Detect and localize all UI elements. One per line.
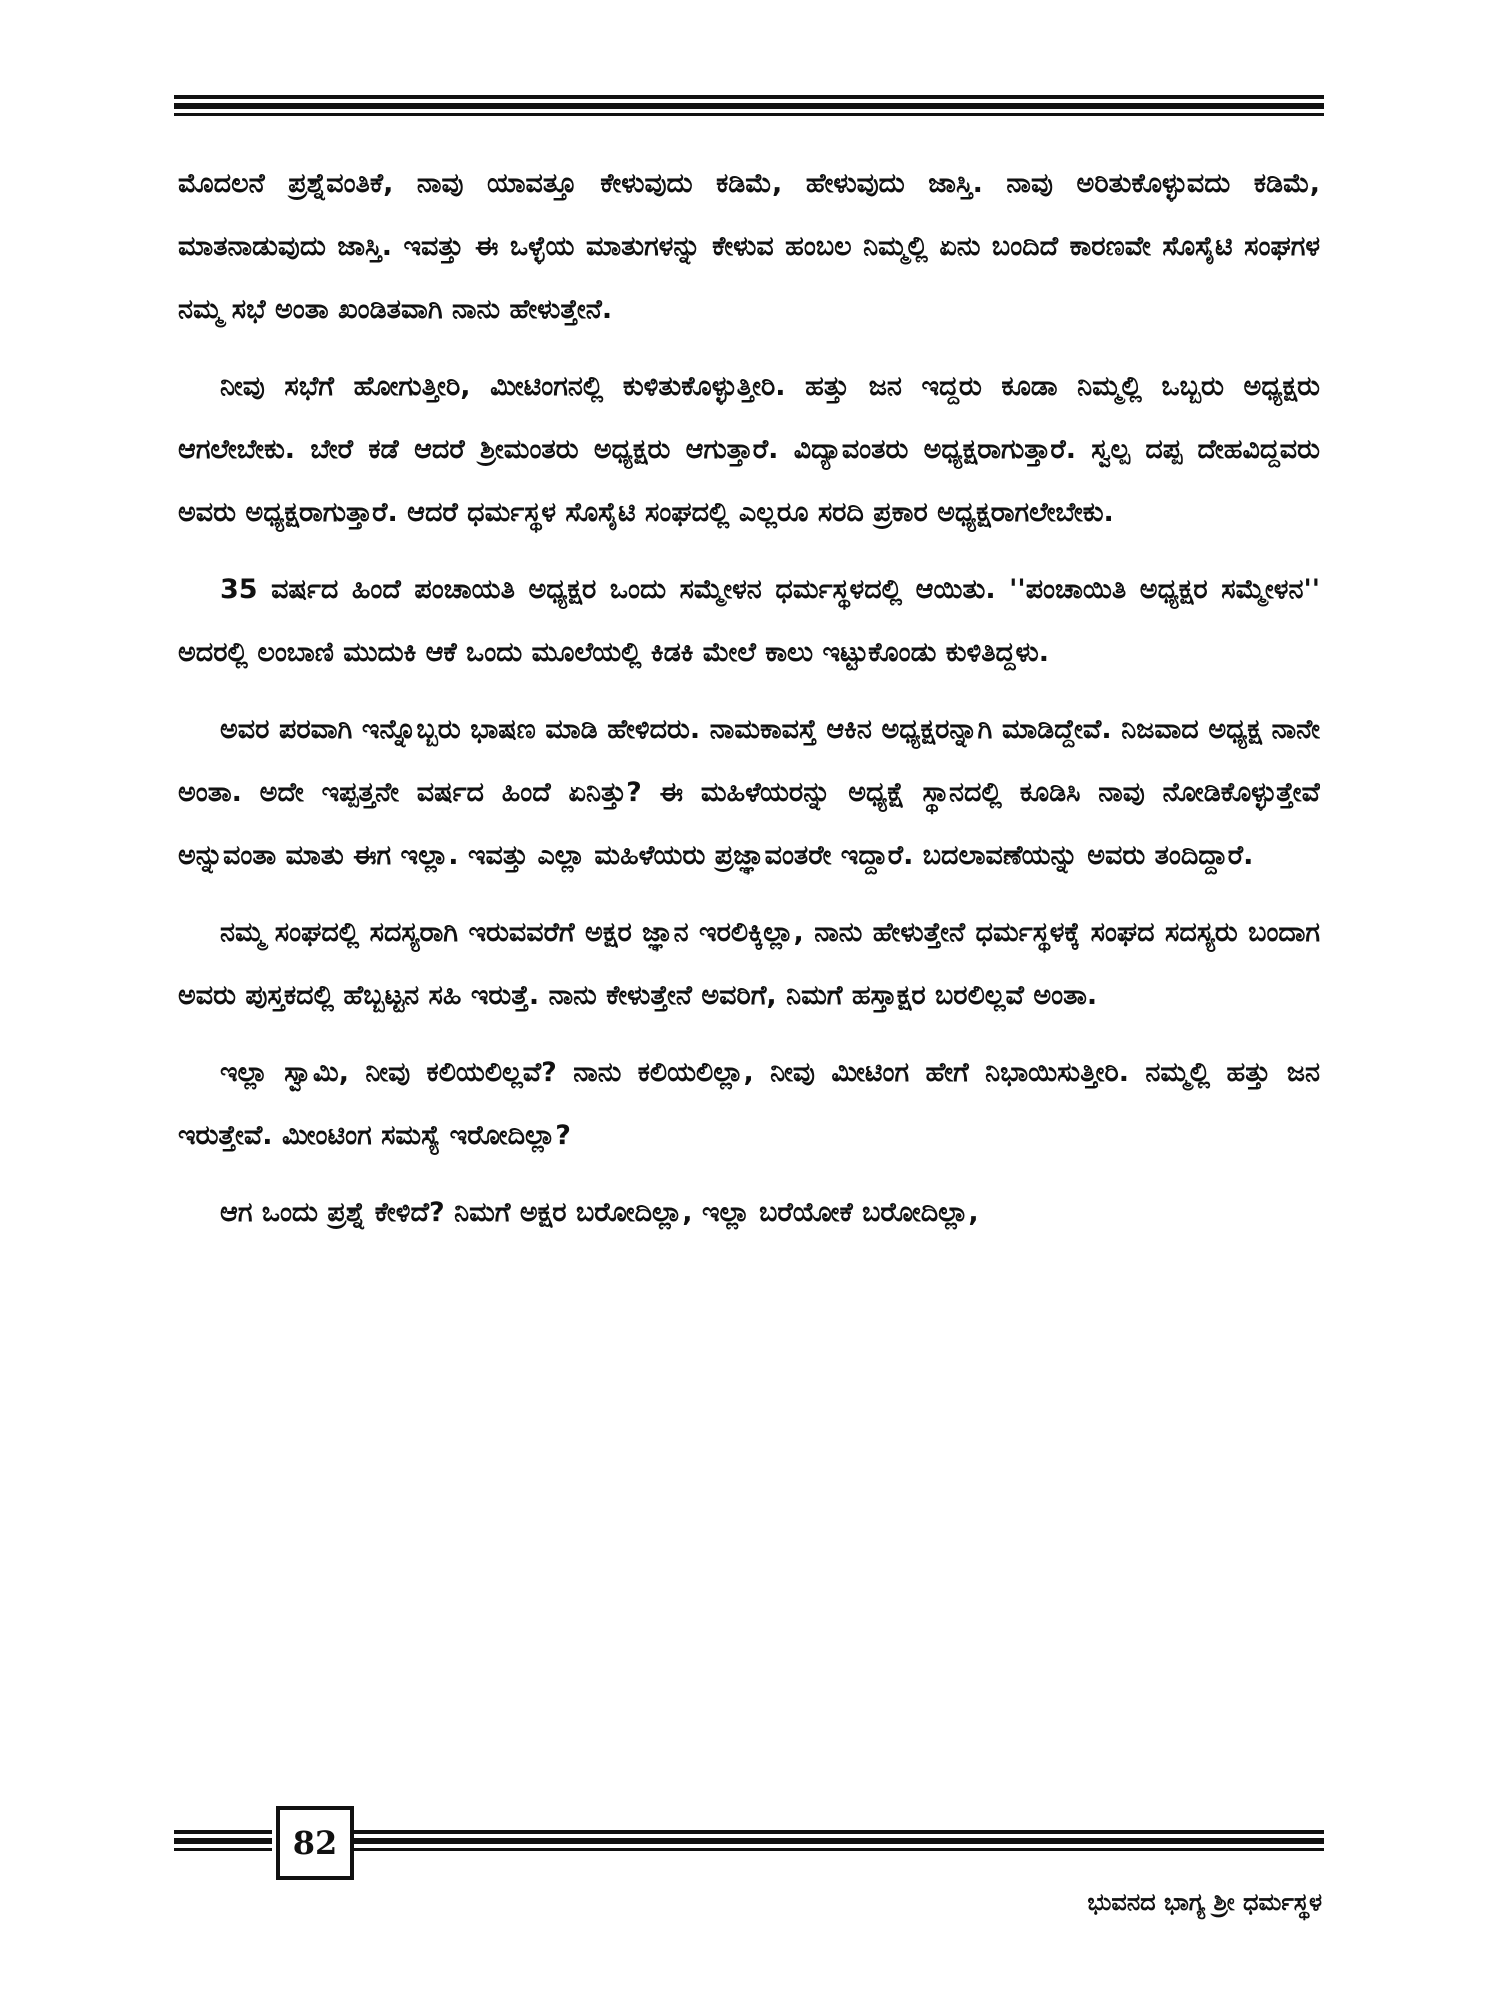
- footer-rule-left-thin-bottom: [174, 1848, 272, 1851]
- paragraph-1: ಮೊದಲನೆ ಪ್ರಶ್ನೆವಂತಿಕೆ, ನಾವು ಯಾವತ್ತೂ ಕೇಳುವುದು ಕಡಿಮೆ, ಹೇಳುವುದು ಜಾಸ್ತಿ. ನಾವು ಅರಿತುಕೊಳ್ಳುವದು ಕಡಿಮೆ, ಮಾತನಾಡುವುದು ಜಾಸ್ತಿ. ಇವತ್ತು ಈ ಒಳ್ಳೆಯ ಮಾತುಗಳನ್ನು ಕೇಳುವ ಹಂಬಲ ನಿಮ್ಮಲ್ಲಿ ಏನು ಬಂದಿದೆ ಕಾರಣವೇ ಸೊಸೈಟಿ ಸಂಘಗಳ ನಮ್ಮ ಸಭೆ ಅಂತಾ ಖಂಡಿತವಾಗಿ ನಾನು ಹೇಳುತ್ತೇನೆ.: [178, 168, 1320, 325]
- footer-rule-left-thin-top: [174, 1830, 272, 1834]
- paragraph-2: ನೀವು ಸಭೆಗೆ ಹೋಗುತ್ತೀರಿ, ಮೀಟಿಂಗನಲ್ಲಿ ಕುಳಿತುಕೊಳ್ಳುತ್ತೀರಿ. ಹತ್ತು ಜನ ಇದ್ದರು ಕೂಡಾ ನಿಮ್ಮಲ್ಲಿ ಒಬ್ಬರು ಅಧ್ಯಕ್ಷರು ಆಗಲೇಬೇಕು. ಬೇರೆ ಕಡೆ ಆದರೆ ಶ್ರೀಮಂತರು ಅಧ್ಯಕ್ಷರು ಆಗುತ್ತಾರೆ. ವಿದ್ಯಾವಂತರು ಅಧ್ಯಕ್ಷರಾಗುತ್ತಾರೆ. ಸ್ವಲ್ಪ ದಪ್ಪ ದೇಹವಿದ್ದವರು ಅವರು ಅಧ್ಯಕ್ಷರಾಗುತ್ತಾರೆ. ಆದರೆ ಧರ್ಮಸ್ಥಳ ಸೊಸೈಟಿ ಸಂಘದಲ್ಲಿ ಎಲ್ಲರೂ ಸರದಿ ಪ್ರಕಾರ ಅಧ್ಯಕ್ಷರಾಗಲೇಬೇಕು.: [178, 371, 1320, 528]
- body-text: [178, 152, 1320, 1732]
- book-title: ಭುವನದ ಭಾಗ್ಯ ಶ್ರೀ ಧರ್ಮಸ್ಥಳ: [1087, 1888, 1322, 1916]
- header-rule-thin-top: [174, 95, 1324, 99]
- paragraph-3: 35 ವರ್ಷದ ಹಿಂದೆ ಪಂಚಾಯತಿ ಅಧ್ಯಕ್ಷರ ಒಂದು ಸಮ್ಮೇಳನ ಧರ್ಮಸ್ಥಳದಲ್ಲಿ ಆಯಿತು. ''ಪಂಚಾಯಿತಿ ಅಧ್ಯಕ್ಷರ ಸಮ್ಮೇಳನ'' ಅದರಲ್ಲಿ ಲಂಬಾಣಿ ಮುದುಕಿ ಆಕೆ ಒಂದು ಮೂಲೆಯಲ್ಲಿ ಕಿಡಕಿ ಮೇಲೆ ಕಾಲು ಇಟ್ಟುಕೊಂಡು ಕುಳಿತಿದ್ದಳು.: [178, 574, 1320, 668]
- footer-rule-right-thick: [352, 1838, 1324, 1844]
- header-rule-thick: [174, 103, 1324, 109]
- paragraph-4: ಅವರ ಪರವಾಗಿ ಇನ್ನೊಬ್ಬರು ಭಾಷಣ ಮಾಡಿ ಹೇಳಿದರು. ನಾಮಕಾವಸ್ತೆ ಆಕಿನ ಅಧ್ಯಕ್ಷರನ್ನಾಗಿ ಮಾಡಿದ್ದೇವೆ. ನಿಜವಾದ ಅಧ್ಯಕ್ಷ ನಾನೇ ಅಂತಾ. ಅದೇ ಇಪ್ಪತ್ತನೇ ವರ್ಷದ ಹಿಂದೆ ಏನಿತ್ತು? ಈ ಮಹಿಳೆಯರನ್ನು ಅಧ್ಯಕ್ಷೆ ಸ್ಥಾನದಲ್ಲಿ ಕೂಡಿಸಿ ನಾವು ನೋಡಿಕೊಳ್ಳುತ್ತೇವೆ ಅನ್ನುವಂತಾ ಮಾತು ಈಗ ಇಲ್ಲಾ. ಇವತ್ತು ಎಲ್ಲಾ ಮಹಿಳೆಯರು ಪ್ರಜ್ಞಾವಂತರೇ ಇದ್ದಾರೆ. ಬದಲಾವಣೆಯನ್ನು ಅವರು ತಂದಿದ್ದಾರೆ.: [178, 714, 1320, 871]
- paragraph-7: ಆಗ ಒಂದು ಪ್ರಶ್ನೆ ಕೇಳಿದೆ? ನಿಮಗೆ ಅಕ್ಷರ ಬರೋದಿಲ್ಲಾ, ಇಲ್ಲಾ ಬರೆಯೋಕೆ ಬರೋದಿಲ್ಲಾ,: [220, 1197, 979, 1228]
- footer-rule-right-thin-bottom: [352, 1848, 1324, 1851]
- header-rule-thin-bottom: [174, 113, 1324, 116]
- footer-rule-left-thick: [174, 1838, 272, 1844]
- paragraph-6: ಇಲ್ಲಾ ಸ್ವಾಮಿ, ನೀವು ಕಲಿಯಲಿಲ್ಲವೆ? ನಾನು ಕಲಿಯಲಿಲ್ಲಾ, ನೀವು ಮೀಟಿಂಗ ಹೇಗೆ ನಿಭಾಯಿಸುತ್ತೀರಿ. ನಮ್ಮಲ್ಲಿ ಹತ್ತು ಜನ ಇರುತ್ತೇವೆ. ಮೀಂಟಿಂಗ ಸಮಸ್ಯೆ ಇರೋದಿಲ್ಲಾ?: [178, 1057, 1320, 1151]
- paragraph-5: ನಮ್ಮ ಸಂಘದಲ್ಲಿ ಸದಸ್ಯರಾಗಿ ಇರುವವರೆಗೆ ಅಕ್ಷರ ಜ್ಞಾನ ಇರಲಿಕ್ಕಿಲ್ಲಾ, ನಾನು ಹೇಳುತ್ತೇನೆ ಧರ್ಮಸ್ಥಳಕ್ಕೆ ಸಂಘದ ಸದಸ್ಯರು ಬಂದಾಗ ಅವರು ಪುಸ್ತಕದಲ್ಲಿ ಹೆಬ್ಬಟ್ಟನ ಸಹಿ ಇರುತ್ತೆ. ನಾನು ಕೇಳುತ್ತೇನೆ ಅವರಿಗೆ, ನಿಮಗೆ ಹಸ್ತಾಕ್ಷರ ಬರಲಿಲ್ಲವೆ ಅಂತಾ.: [178, 917, 1320, 1011]
- footer-rule-right-thin-top: [352, 1830, 1324, 1834]
- page-number: 82: [276, 1806, 354, 1880]
